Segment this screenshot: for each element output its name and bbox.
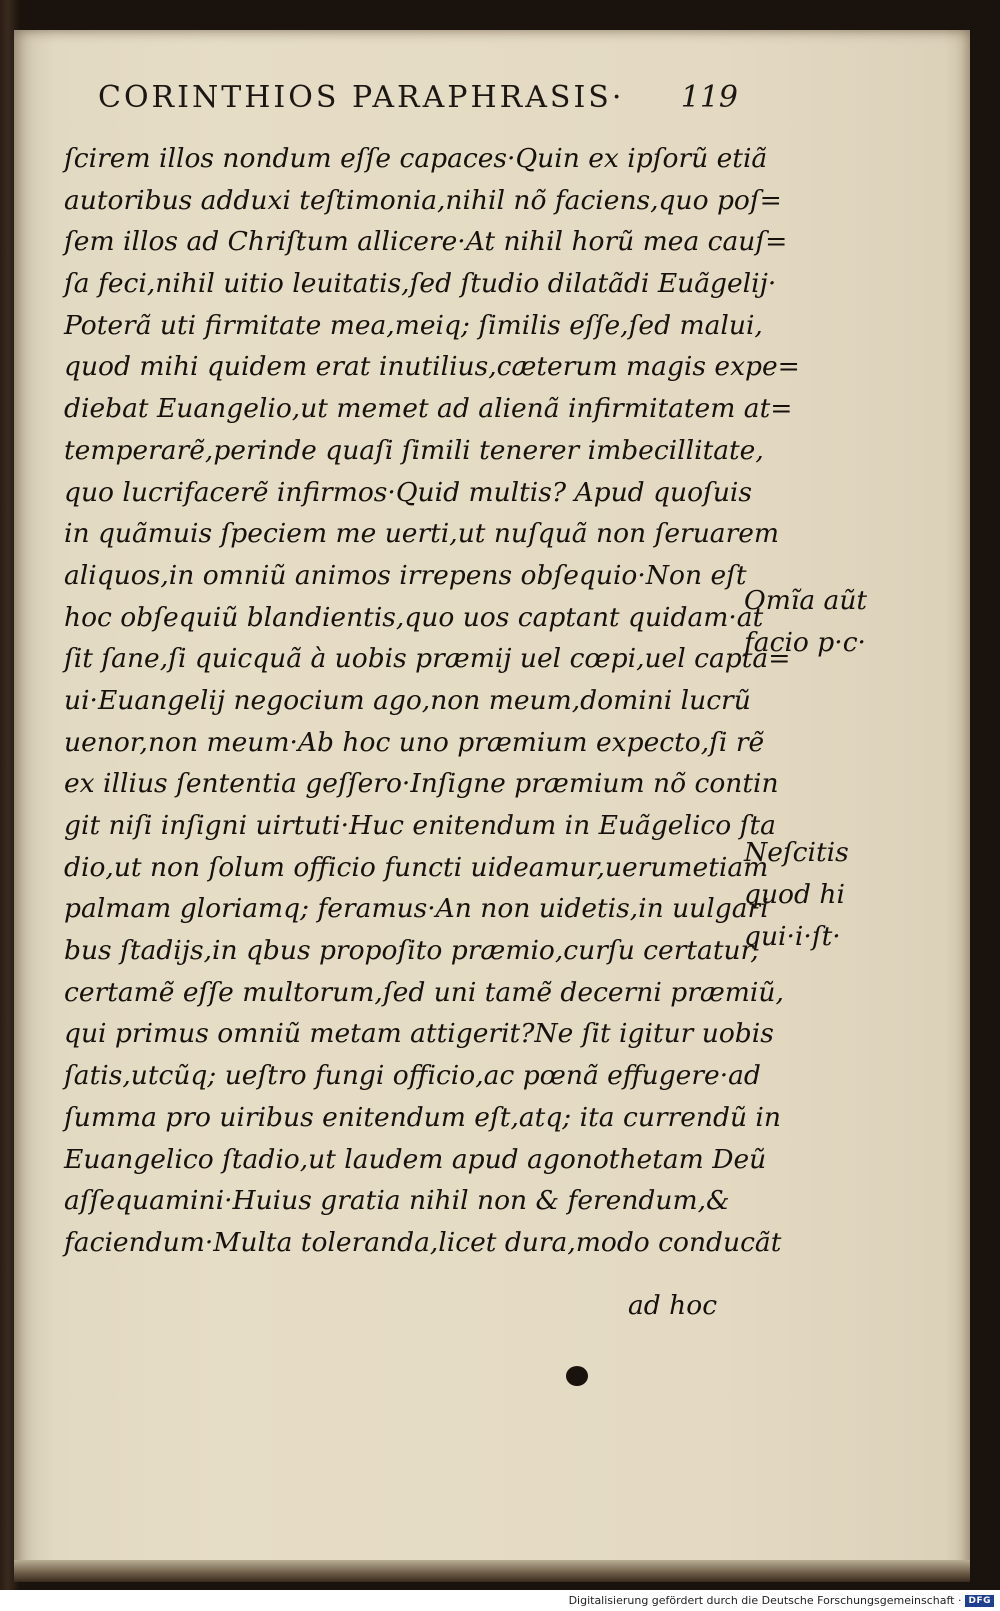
footer-credit: Digitalisierung gefördert durch die Deutsche Forschungsgemeinschaft · [568, 1594, 962, 1607]
text-line: qui primus omniũ metam attigerit?Ne ſit igitur uobis [64, 1018, 774, 1050]
text-line: diebat Euangelio,ut memet ad alienã infirmitatem at= [64, 393, 793, 425]
page-edge [14, 1560, 970, 1582]
text-line: ſatis,utcũq; ueſtro fungi officio,ac pœnã effugere·ad [64, 1060, 761, 1092]
text-line: dio,ut non ſolum officio functi uideamur,uerumetiam [64, 851, 769, 883]
running-head [98, 80, 738, 115]
text-line: ſcirem illos nondum eſſe capaces·Quin ex ipſorũ etiã [64, 143, 768, 174]
margin-note-2 [744, 832, 894, 958]
text-line: git niſi inſigni uirtuti·Huc enitendum in Euãgelico ſta [64, 810, 776, 841]
text-line: faciendum·Multa toleranda,licet dura,modo conducãt [64, 1226, 782, 1258]
text-line: ui·Euangelij negocium ago,non meum,domini lucrũ [64, 684, 751, 716]
text-line: palmam gloriamq; feramus·An non uidetis,in uulgari [64, 893, 769, 925]
margin-note-line: quod hi [744, 879, 845, 910]
text-line: Euangelico ſtadio,ut laudem apud agonothetam Deũ [64, 1143, 767, 1175]
margin-note-line: Omĩa aũt [744, 585, 868, 616]
text-line: ſem illos ad Chriſtum allicere·At nihil horũ mea cauſ= [64, 226, 788, 258]
text-line: ſit ſane,ſi quicquã à uobis præmij uel cœpi,uel capta= [64, 643, 791, 675]
text-line: ex illius ſententia geſſero·Inſigne præmium nõ contin [64, 768, 779, 800]
text-line: temperarẽ,perinde quaſi ſimili tenerer imbecillitate, [64, 434, 764, 466]
margin-note-line: Neſcitis [744, 837, 849, 868]
digitization-footer [0, 1590, 1000, 1611]
margin-note-line: facio p·c· [744, 627, 866, 658]
text-line: autoribus adduxi teſtimonia,nihil nõ faciens,quo poſ= [64, 184, 782, 216]
text-line: uenor,non meum·Ab hoc uno præmium expecto,ſi rẽ [64, 726, 765, 758]
text-line: quo lucrifacerẽ infirmos·Quid multis? Apud quoſuis [64, 476, 753, 508]
margin-note-1 [744, 580, 894, 664]
text-line: hoc obſequiũ blandientis,quo uos captant quidam·at [64, 601, 764, 633]
text-line: aſſequamini·Huius gratia nihil non & ferendum,& [64, 1185, 730, 1217]
margin-note-line: qui·i·ſt· [744, 921, 841, 952]
ink-blot [566, 1366, 588, 1386]
text-line: ſa feci,nihil uitio leuitatis,ſed ſtudio dilatãdi Euãgelij· [64, 268, 777, 300]
text-line: quod mihi quidem erat inutilius,cæterum magis expe= [64, 351, 800, 383]
text-line: Poterã uti firmitate mea,meiq; ſimilis eſſe,ſed malui, [64, 309, 763, 341]
text-line: aliquos,in omniũ animos irrepens obſequio·Non eſt [64, 559, 747, 591]
text-line: certamẽ eſſe multorum,ſed uni tamẽ decerni præmiũ, [64, 976, 784, 1008]
folio-number: 119 [680, 80, 738, 115]
text-line: bus ſtadijs,in qbus propoſito præmio,curſu certatur, [64, 935, 759, 967]
running-title: CORINTHIOS PARAPHRASIS· [98, 80, 625, 115]
dfg-logo: DFG [965, 1595, 994, 1607]
catchword: ad hoc [628, 1290, 718, 1321]
text-line: in quãmuis ſpeciem me uerti,ut nuſquã non ſeruarem [64, 518, 780, 550]
text-line: ſumma pro uiribus enitendum eſt,atq; ita currendũ in [64, 1101, 781, 1133]
